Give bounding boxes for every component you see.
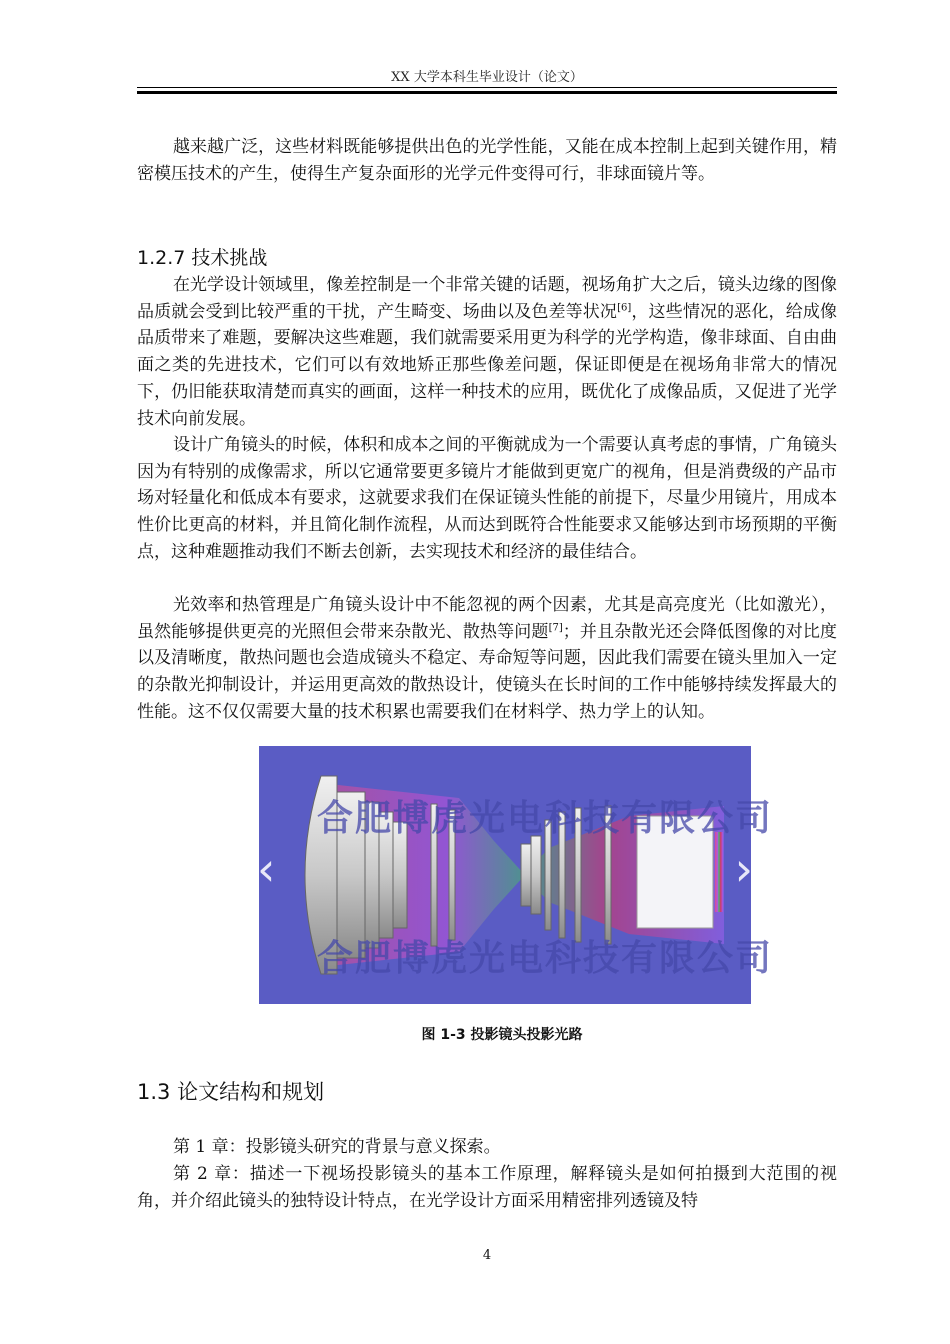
citation-7: [7]	[548, 622, 563, 634]
chapter-1-summary: 第 1 章：投影镜头研究的背景与意义探索。	[173, 1137, 501, 1157]
header-rule-thin	[137, 87, 837, 88]
chapter-2-summary: 第 2 章：描述一下视场投影镜头的基本工作原理，解释镜头是如何拍摄到大范围的视角，并介绍此镜头的独特设计特点，在光学设计方面采用精密排列透镜及特	[137, 1164, 837, 1211]
watermark-bottom: 合肥博虎光电科技有限公司	[316, 938, 773, 979]
page-header: XX 大学本科生毕业设计（论文）	[391, 70, 583, 85]
display-chip	[715, 832, 723, 912]
header-rule-thick	[137, 91, 837, 94]
lens-element-7	[521, 844, 531, 906]
paragraph-thermal	[137, 592, 837, 726]
paragraph-thermal-text-a: 光效率和热管理是广角镜头设计中不能忽视的两个因素，尤其是高亮度光（比如激光），虽然能够提供更亮的光照但会带来杂散光、散热等问题	[137, 595, 837, 642]
nav-right-icon[interactable]: ›	[734, 842, 753, 896]
citation-6: [6]	[617, 302, 632, 314]
section-heading-1-3: 1.3 论文结构和规划	[137, 1080, 325, 1104]
paragraph-thermal-text-b: ；并且杂散光还会降低图像的对比度以及清晰度，散热问题也会造成镜头不稳定、寿命短等问题，因此我们需要在镜头里加入一定的杂散光抑制设计，并运用更高效的散热设计，使镜头在长时间的工作中能够持续发挥最大的性能。这不仅仅需要大量的技术积累也需要我们在材料学、热力学上的认知。	[137, 621, 838, 722]
watermark-top: 合肥博虎光电科技有限公司	[316, 798, 773, 839]
page-number: 4	[482, 1248, 492, 1263]
nav-left-icon[interactable]: ‹	[257, 842, 276, 896]
paragraph-aberration	[137, 272, 837, 432]
lens-element-8	[531, 836, 541, 914]
figure-caption: 图 1-3 投影镜头投影光路	[421, 1027, 583, 1043]
paragraph-volume-cost: 设计广角镜头的时候，体积和成本之间的平衡就成为一个需要认真考虑的事情，广角镜头因为有特别的成像需求，所以它通常要更多镜片才能做到更宽广的视角，但是消费级的产品市场对轻量化和低成本有要求，这就要求我们在保证镜头性能的前提下，尽量少用镜片，用成本性价比更高的材料，并且简化制作流程，从而达到既符合性能要求又能够达到市场预期的平衡点，这种难题推动我们不断去创新，去实现技术和经济的最佳结合。	[137, 435, 837, 562]
paragraph-aberration-text-b: ，这些情况的恶化，给成像品质带来了难题，要解决这些难题，我们就需要采用更为科学的光学构造，像非球面、自由曲面之类的先进技术，它们可以有效地矫正那些像差问题，保证即便是在视场角非常大的情况下，仍旧能获取清楚而真实的画面，这样一种技术的应用，既优化了成像品质，又促进了光学技术向前发展。	[137, 301, 837, 429]
paragraph-intro: 越来越广泛，这些材料既能够提供出色的光学性能，又能在成本控制上起到关键作用，精密模压技术的产生，使得生产复杂面形的光学元件变得可行，非球面镜片等。	[137, 137, 837, 184]
figure-projection-lens-light-path	[257, 746, 773, 1004]
paragraph-aberration-text-a: 在光学设计领域里，像差控制是一个非常关键的话题，视场角扩大之后，镜头边缘的图像品质就会受到比较严重的干扰，产生畸变、场曲以及色差等状况	[137, 275, 837, 322]
section-heading-1-2-7: 1.2.7 技术挑战	[137, 247, 268, 269]
